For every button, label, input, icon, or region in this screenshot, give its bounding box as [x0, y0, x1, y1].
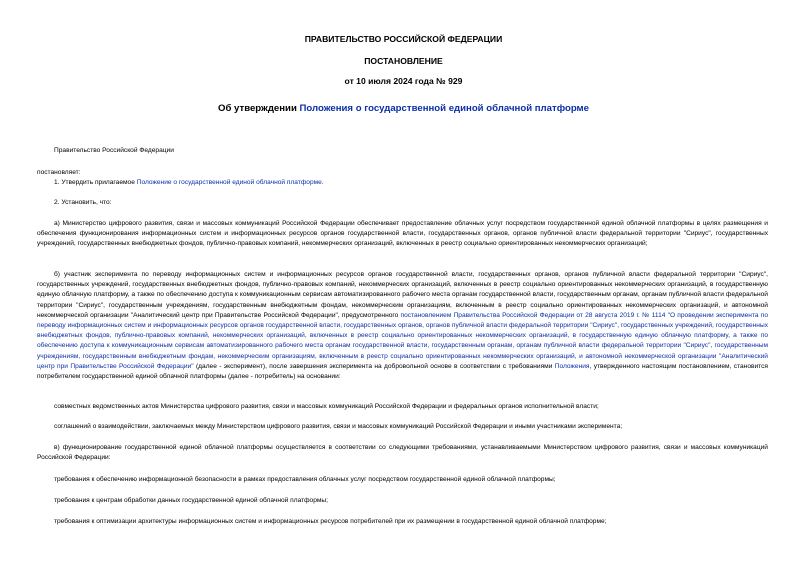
regulation-ref-link[interactable]: Положения — [554, 362, 590, 370]
clause-a: а) Министерство цифрового развития, связи и массовых коммуникаций Российской Федерации обеспечивает предоставление облачных услуг посредством государственной единой облачной платформы в целях размещения и обеспечения функционирования информационных систем и информационных ресурсов органов государственной власти, государственных органов, органов публичной власти федеральной территории "Сириус", государственных учреждений, государственных внебюджетных фондов, публично-правовых компаний, некоммерческих организаций, включенных в реестр социально ориентированных некоммерческих организаций; — [37, 220, 768, 248]
clause-b-sub-2: соглашений о взаимодействии, заключаемых между Министерством цифрового развития, связи и массовых коммуникаций Российской Федерации и иными участниками эксперимента; — [54, 423, 623, 430]
clause-b-text-3: , утвержденного настоящим постановлением, становится потребителем государственной единой облачной платформы (далее - потребитель) на основании: — [37, 362, 768, 381]
clause-c-sub-2: требования к центрам обработки данных государственной единой облачной платформы; — [54, 497, 328, 504]
clause-b-text-2: (далее - эксперимент), после завершения эксперимента на добровольной основе в соответствии с требованиями — [193, 362, 555, 370]
item-1 — [54, 178, 768, 188]
clause-c-sub-3: требования к оптимизации архитектуры информационных систем и информационных ресурсов потребителей при их размещении в государственной единой облачной платформе; — [54, 518, 607, 525]
clause-b-text-1: б) участник эксперимента по переводу информационных систем и информационных ресурсов органов государственной власти, государственных органов, органов публичной власти федеральной территории "Сириус", государственных учреждений, государственных внебюджетных фондов, публично-правовых компаний, некоммерческих организаций, включенных в реестр социально ориентированных некоммерческих организаций, в государственную единую облачную платформу, а также по обеспечению доступа к коммуникационным сервисам автоматизированного рабочего места органам государственной власти, государственным органам, органам публичной власти федеральной территории "Сириус", государственным учреждениям, государственным внебюджетным фондам, некоммерческим организациям, включенным в реестр социально ориентированных некоммерческих организаций, и автономной некоммерческой организации "Аналитический центр при Правительстве Российской Федерации", предусмотренного — [37, 271, 768, 319]
title-prefix: Об утверждении — [217, 103, 300, 114]
decrees-label: постановляет: — [37, 169, 81, 176]
item-1-prefix: 1. Утвердить прилагаемое — [54, 179, 137, 186]
clause-b-sub-1: совместных ведомственных актов Министерства цифрового развития, связи и массовых коммуникаций Российской Федерации и федеральных органов исполнительной власти; — [54, 403, 599, 410]
government-name: ПРАВИТЕЛЬСТВО РОССИЙСКОЙ ФЕДЕРАЦИИ — [304, 34, 503, 44]
regulation-link[interactable]: Положение о государственной единой облачной платформе — [136, 179, 322, 186]
clause-c-sub-1: требования к обеспечению информационной безопасности в рамках предоставления облачных услуг посредством государственной единой облачной платформы; — [54, 476, 556, 483]
issuer: Правительство Российской Федерации — [54, 147, 174, 154]
item-1-suffix: . — [321, 179, 324, 186]
resolution-1114-link[interactable]: постановлением Правительства Российской Федерации от 28 августа 2019 г. № 1114 "О проведении эксперимента по переводу информационных систем и информационных ресурсов органов государственной власти, государственных органов, органов публичной власти федеральной территории "Сириус", государственных учреждений, государственных внебюджетных фондов, публично-правовых компаний, некоммерческих организаций, включенных в реестр социально ориентированных некоммерческих организаций, в государственную единую облачную платформу, а также по обеспечению доступа к коммуникационным сервисам автоматизированного рабочего места органам государственной власти, государственным органам, органам публичной власти федеральной территории "Сириус", государственным учреждениям, государственным внебюджетным фондам, некоммерческим организациям, включенным в реестр социально ориентированных некоммерческих организаций, и автономной некоммерческой организации "Аналитический центр при Правительстве Российской Федерации" — [37, 311, 768, 370]
title-link[interactable]: Положения о государственной единой облачной платформе — [299, 103, 589, 114]
item-2: 2. Установить, что: — [54, 199, 112, 206]
document-kind: ПОСТАНОВЛЕНИЕ — [364, 56, 443, 66]
document-title — [0, 103, 807, 115]
clause-c: в) функционирование государственной единой облачной платформы осуществляется в соответствии со следующими требованиями, устанавливаемыми Министерством цифрового развития, связи и массовых коммуникаций Российской Федерации: — [37, 444, 768, 462]
document-date-number: от 10 июля 2024 года № 929 — [344, 76, 463, 86]
clause-b — [37, 270, 768, 382]
